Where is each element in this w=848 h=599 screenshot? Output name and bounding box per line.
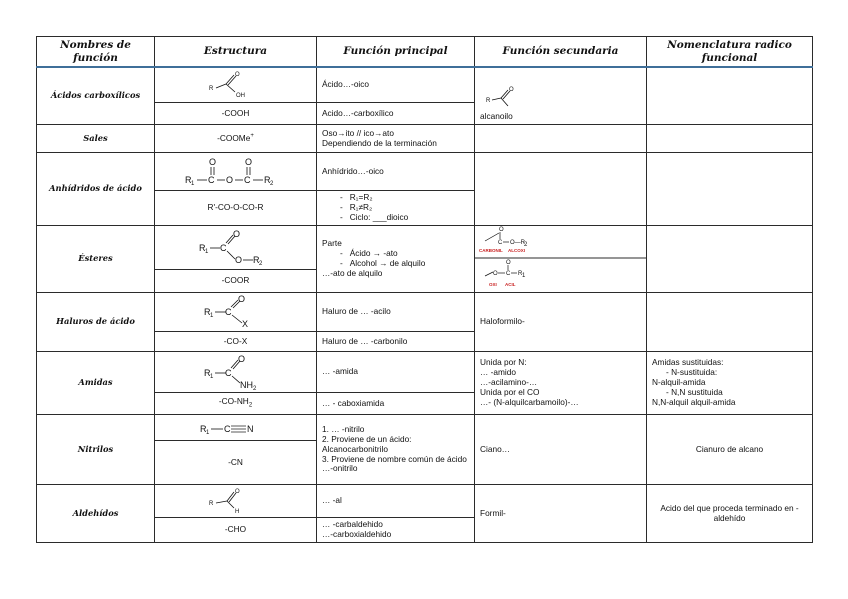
functional-groups-table	[36, 36, 813, 543]
svg-text:1: 1	[209, 374, 213, 381]
table-row	[37, 226, 813, 270]
svg-text:2: 2	[269, 180, 273, 187]
table-row	[37, 125, 813, 153]
main-anhidridos-1: Anhídrido…-oico	[317, 153, 475, 191]
svg-text:C: C	[219, 243, 226, 254]
secondary-anhidridos	[475, 153, 647, 226]
structure-nitrilos-formula: -CN	[155, 441, 317, 485]
svg-text:C: C	[498, 240, 503, 247]
svg-text:R: R	[486, 98, 491, 105]
secondary-acidos-text: alcanoilo	[480, 111, 513, 122]
main-esteres: Parte - Ácido → -ato - Alcohol → de alquilo …-ato de alquilo	[317, 226, 475, 293]
amide-structure	[196, 354, 276, 390]
ester-structure	[191, 229, 281, 265]
svg-text:C: C	[224, 307, 231, 318]
row-name-acidos: Ácidos carboxílicos	[37, 67, 155, 125]
radico-nitrilos: Cianuro de alcano	[647, 415, 813, 485]
nitrile-structure	[196, 419, 276, 437]
secondary-acidos	[475, 67, 647, 125]
structure-ester	[155, 226, 317, 270]
secondary-haluros: Haloformilo-	[475, 293, 647, 352]
alkanoyl-structure	[484, 84, 524, 110]
structure-nitrile	[155, 415, 317, 441]
header-function-name: Nombres de función	[37, 37, 155, 68]
row-name-nitrilos: Nitrilos	[37, 415, 155, 485]
svg-text:O: O	[237, 295, 245, 305]
table-row	[37, 415, 813, 441]
table-row	[37, 485, 813, 518]
radico-sales	[647, 125, 813, 153]
structure-amidas-formula: $-CO-NH_2$	[155, 393, 317, 415]
structure-anhydride	[155, 153, 317, 191]
svg-text:R: R	[199, 423, 206, 434]
header-main-function: Función principal	[317, 37, 475, 68]
main-acidos-2: Acido…-carboxílico	[317, 103, 475, 125]
svg-text:C: C	[207, 174, 214, 185]
svg-text:N: N	[246, 423, 253, 434]
table-row	[37, 153, 813, 191]
structure-haluros-formula: -CO-X	[155, 332, 317, 352]
row-name-aldehidos: Aldehídos	[37, 485, 155, 543]
svg-text:R: R	[518, 271, 523, 278]
main-nitrilos: 1. … -nitrilo 2. Proviene de un ácido: Alcanocarbonitrilo 3. Proviene de nombre común de ácido …-onitrilo	[317, 415, 475, 485]
svg-text:1: 1	[205, 429, 209, 436]
svg-text:R: R	[198, 243, 205, 254]
radico-esteres	[647, 226, 813, 293]
svg-text:R: R	[208, 501, 213, 508]
svg-text:H: H	[234, 509, 239, 516]
svg-text:R: R	[252, 255, 259, 266]
main-haluros-1: Haluro de … -acilo	[317, 293, 475, 332]
row-name-anhidridos: Anhídridos de ácido	[37, 153, 155, 226]
radico-aldehidos: Acido del que proceda terminado en -aldehído	[647, 485, 813, 543]
secondary-amidas: Unida por N: … -amido …-acilamino-… Unida por el CO …- (N-alquilcarbamoilo)-…	[475, 352, 647, 415]
anhydride-structure	[181, 156, 291, 188]
secondary-nitrilos: Ciano…	[475, 415, 647, 485]
svg-text:1: 1	[209, 313, 213, 320]
structure-acidos-formula: -COOH	[155, 103, 317, 125]
svg-text:CARBONIL: CARBONIL	[479, 248, 503, 254]
acid-halide-structure	[196, 295, 276, 329]
structure-carboxylic-acid	[155, 67, 317, 103]
svg-text:C: C	[224, 368, 231, 379]
main-anhidridos-2: - R₁=R₂ - R₁≠R₂ - Ciclo: ___dioico	[317, 191, 475, 226]
main-amidas-2: … - caboxiamida	[317, 393, 475, 415]
table-row	[37, 293, 813, 332]
table-row	[37, 67, 813, 103]
main-amidas-1: … -amida	[317, 352, 475, 393]
svg-text:O: O	[234, 72, 240, 79]
svg-text:O: O	[237, 354, 245, 365]
radico-acidos	[647, 67, 813, 125]
row-name-amidas: Amidas	[37, 352, 155, 415]
svg-text:R: R	[263, 174, 270, 185]
svg-text:O: O	[499, 227, 504, 234]
svg-text:O: O	[506, 260, 511, 267]
svg-text:O: O	[493, 271, 498, 278]
secondary-sales	[475, 125, 647, 153]
structure-aldehidos-formula: -CHO	[155, 518, 317, 543]
svg-text:R: R	[203, 307, 210, 318]
svg-text:2: 2	[524, 242, 528, 249]
svg-text:O: O	[225, 174, 233, 185]
svg-text:C: C	[223, 423, 230, 434]
structure-sales-formula: -COOMe+	[155, 125, 317, 153]
row-name-esteres: Ésteres	[37, 226, 155, 293]
svg-text:O: O	[234, 255, 242, 266]
carboxylic-acid-structure	[201, 70, 271, 100]
row-name-sales: Sales	[37, 125, 155, 153]
svg-text:O: O	[208, 156, 216, 167]
main-sales: Oso→ito // ico→ato Dependiendo de la terminación	[317, 125, 475, 153]
secondary-aldehidos: Formil-	[475, 485, 647, 543]
svg-text:ACIL: ACIL	[505, 282, 516, 288]
header-row	[37, 37, 813, 68]
radico-haluros	[647, 293, 813, 352]
structure-anhidridos-formula: R'-CO-O-CO-R	[155, 191, 317, 226]
secondary-esteres	[475, 226, 647, 293]
svg-text:1: 1	[522, 273, 526, 280]
svg-text:1: 1	[204, 249, 208, 256]
svg-text:O: O	[244, 156, 252, 167]
svg-text:O—R: O—R	[510, 240, 525, 247]
main-aldehidos-2: … -carbaldehido …-carboxialdehido	[317, 518, 475, 543]
aldehyde-structure	[201, 487, 271, 515]
svg-text:R: R	[203, 368, 210, 379]
svg-text:O: O	[234, 489, 240, 496]
svg-text:C: C	[506, 271, 511, 278]
radico-anhidridos	[647, 153, 813, 226]
header-secondary-function: Función secundaria	[475, 37, 647, 68]
svg-text:C: C	[243, 174, 250, 185]
header-radicofunctional: Nomenclatura radico funcional	[647, 37, 813, 68]
header-structure: Estructura	[155, 37, 317, 68]
svg-text:OH: OH	[235, 93, 245, 100]
main-acidos-1: Ácido…-oico	[317, 67, 475, 103]
main-haluros-2: Haluro de … -carbonilo	[317, 332, 475, 352]
radico-amidas: Amidas sustituidas: - N-sustituida: N-alquil-amida - N,N sustituida N,N-alquil alquil-amida	[647, 352, 813, 415]
table-row	[37, 352, 813, 393]
structure-aldehyde	[155, 485, 317, 518]
ester-substituent-structures	[475, 226, 647, 292]
structure-acid-halide	[155, 293, 317, 332]
svg-text:1: 1	[190, 180, 194, 187]
svg-text:O: O	[509, 87, 514, 94]
svg-text:2: 2	[258, 261, 262, 266]
structure-esteres-formula: -COOR	[155, 269, 317, 292]
svg-text:OXI: OXI	[489, 282, 497, 288]
svg-text:R: R	[184, 174, 191, 185]
svg-text:NH: NH	[239, 380, 253, 391]
row-name-haluros: Haluros de ácido	[37, 293, 155, 352]
svg-text:O: O	[232, 229, 240, 240]
main-aldehidos-1: … -al	[317, 485, 475, 518]
svg-text:R: R	[208, 86, 213, 93]
svg-text:ALCOXI: ALCOXI	[508, 248, 526, 254]
svg-text:X: X	[241, 319, 248, 330]
structure-amide	[155, 352, 317, 393]
svg-text:2: 2	[252, 386, 256, 391]
